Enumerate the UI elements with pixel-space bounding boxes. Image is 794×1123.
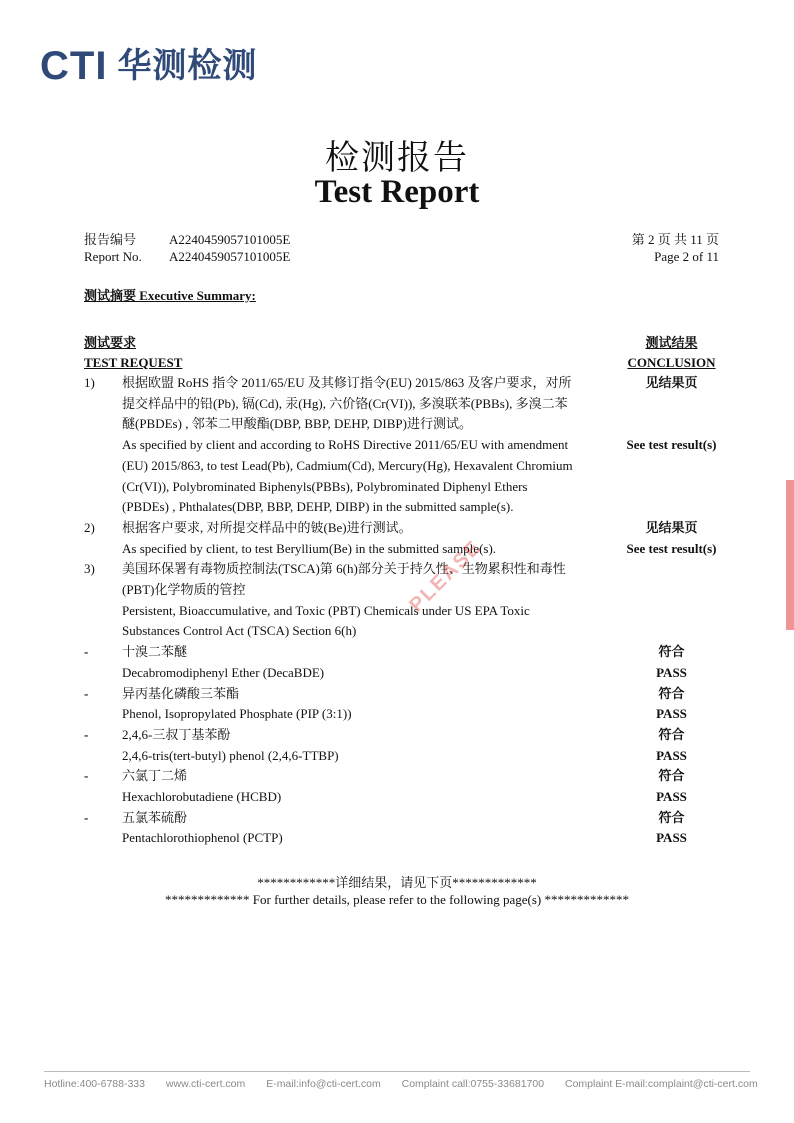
row-number: - xyxy=(84,644,89,660)
table-row xyxy=(84,394,724,415)
row-text: 六氯丁二烯 xyxy=(122,768,188,784)
row-text: Phenol, Isopropylated Phosphate (PIP (3:1)) xyxy=(122,706,352,722)
row-number xyxy=(84,539,122,560)
page-number-cn: 第 2 页 共 11 页 xyxy=(631,232,719,247)
row-text: 根据欧盟 RoHS 指令 2011/65/EU 及其修订指令(EU) 2015/863 及客户要求，对所 xyxy=(122,375,572,390)
row-text: (PBDEs) , Phthalates(DBP, BBP, DEHP, DIBP) in the submitted sample(s). xyxy=(122,499,514,515)
row-result: See test result(s) xyxy=(626,437,717,453)
footer-note-en: ************* For further details, please refer to the following page(s) ************* xyxy=(165,892,629,907)
row-result: PASS xyxy=(656,664,687,680)
row-number xyxy=(84,580,122,601)
table-row xyxy=(84,621,724,642)
row-result xyxy=(619,456,724,477)
report-no-label-cn: 报告编号 xyxy=(84,232,137,247)
table-row xyxy=(84,704,724,725)
report-no-label-en: Report No. xyxy=(84,249,142,264)
company-logo xyxy=(40,46,257,86)
row-text: 根据客户要求, 对所提交样品中的铍(Be)进行测试。 xyxy=(122,519,412,535)
row-number xyxy=(84,456,122,477)
row-text: As specified by client and according to RoHS Directive 2011/65/EU with amendment xyxy=(122,437,569,453)
email-link[interactable]: E-mail:info@cti-cert.com xyxy=(266,1078,381,1090)
row-number xyxy=(84,663,122,684)
row-number: 3) xyxy=(84,561,95,577)
row-number xyxy=(84,704,122,725)
row-number xyxy=(84,828,122,849)
table-row xyxy=(84,663,724,684)
logo-brand: CTI xyxy=(40,44,108,88)
table-row xyxy=(84,684,724,705)
row-result xyxy=(619,559,724,580)
row-number: - xyxy=(84,726,89,742)
report-title-en: Test Report xyxy=(314,174,480,210)
complaint-call: Complaint call:0755-33681700 xyxy=(401,1078,545,1090)
row-result xyxy=(619,497,724,518)
row-number xyxy=(84,601,122,622)
row-result xyxy=(619,601,724,622)
row-text: (PBT)化学物质的管控 xyxy=(122,582,246,598)
header-result-en: CONCLUSION xyxy=(627,355,716,370)
test-summary-table xyxy=(84,333,724,849)
row-result: 见结果页 xyxy=(645,375,698,390)
table-row xyxy=(84,539,724,560)
header-request-cn: 测试要求 xyxy=(84,335,137,350)
contact-bar xyxy=(44,1078,758,1090)
row-result: 符合 xyxy=(658,685,685,701)
row-number xyxy=(84,787,122,808)
report-meta xyxy=(84,231,719,265)
row-number xyxy=(84,746,122,767)
row-text: Pentachlorothiophenol (PCTP) xyxy=(122,830,283,846)
row-number: - xyxy=(84,768,89,784)
website-link[interactable]: www.cti-cert.com xyxy=(165,1078,246,1090)
table-row xyxy=(84,746,724,767)
row-text: 五氯苯硫酚 xyxy=(122,809,188,825)
row-text: Substances Control Act (TSCA) Section 6(h) xyxy=(122,623,357,639)
report-title-cn: 检测报告 xyxy=(325,138,469,178)
row-number xyxy=(84,477,122,498)
row-text: As specified by client, to test Beryllium(Be) in the submitted sample(s). xyxy=(122,540,497,556)
seal-edge-fragment xyxy=(784,480,794,630)
table-row xyxy=(84,497,724,518)
row-text: Decabromodiphenyl Ether (DecaBDE) xyxy=(122,664,325,680)
footer-note-cn: ************详细结果，请见下页************* xyxy=(257,875,537,890)
stamp-watermark: PLEASE xyxy=(405,535,486,617)
table-row xyxy=(84,477,724,498)
row-number xyxy=(84,435,122,456)
table-row xyxy=(84,766,724,787)
row-result: 符合 xyxy=(658,768,685,784)
row-result xyxy=(619,580,724,601)
row-result: See test result(s) xyxy=(626,540,717,556)
row-number xyxy=(84,414,122,435)
hotline: Hotline:400-6788-333 xyxy=(44,1078,145,1090)
row-number: - xyxy=(84,685,89,701)
row-result xyxy=(619,621,724,642)
header-request-en: TEST REQUEST xyxy=(84,355,183,370)
row-text: 2,4,6-tris(tert-butyl) phenol (2,4,6-TTBP) xyxy=(122,747,339,763)
row-result: PASS xyxy=(656,747,687,763)
row-result: PASS xyxy=(656,789,687,805)
table-row xyxy=(84,518,724,539)
row-result: 见结果页 xyxy=(645,519,698,535)
page-number-en: Page 2 of 11 xyxy=(654,249,719,264)
row-text: 醚(PBDEs) , 邻苯二甲酸酯(DBP, BBP, DEHP, DIBP)进行测试。 xyxy=(122,416,472,432)
table-row xyxy=(84,373,724,394)
row-text: 十溴二苯醚 xyxy=(122,644,188,660)
row-text: 提交样品中的铅(Pb), 镉(Cd), 汞(Hg), 六价铬(Cr(VI)), 多溴联苯(PBBs), 多溴二苯 xyxy=(122,395,568,411)
table-row xyxy=(84,787,724,808)
logo-brand-cn: 华测检测 xyxy=(117,46,258,86)
table-row xyxy=(84,601,724,622)
row-text: (Cr(VI)), Polybrominated Biphenyls(PBBs), Polybrominated Diphenyl Ethers xyxy=(122,478,528,494)
row-result xyxy=(619,394,724,415)
table-row xyxy=(84,414,724,435)
row-number: 2) xyxy=(84,519,95,535)
complaint-email-link[interactable]: Complaint E-mail:complaint@cti-cert.com xyxy=(564,1078,758,1090)
row-text: 异丙基化磷酸三苯酯 xyxy=(122,685,240,701)
row-text: Hexachlorobutadiene (HCBD) xyxy=(122,789,282,805)
row-result: 符合 xyxy=(658,809,685,825)
table-row xyxy=(84,828,724,849)
table-row xyxy=(84,642,724,663)
row-result xyxy=(619,414,724,435)
row-result xyxy=(619,477,724,498)
table-row xyxy=(84,456,724,477)
row-text: 美国环保署有毒物质控制法(TSCA)第 6(h)部分关于持久性、生物累积性和毒性 xyxy=(122,561,566,577)
row-result: 符合 xyxy=(658,644,685,660)
table-row xyxy=(84,435,724,456)
report-no-value-en: A2240459057101005E xyxy=(169,249,291,264)
row-text: Persistent, Bioaccumulative, and Toxic (PBT) Chemicals under US EPA Toxic xyxy=(122,602,530,618)
row-number xyxy=(84,394,122,415)
table-row xyxy=(84,808,724,829)
row-result: PASS xyxy=(656,706,687,722)
row-text: (EU) 2015/863, to test Lead(Pb), Cadmium(Cd), Mercury(Hg), Hexavalent Chromium xyxy=(122,457,573,473)
row-number: - xyxy=(84,809,89,825)
executive-summary-heading: 测试摘要 Executive Summary: xyxy=(84,288,256,303)
header-result-cn: 测试结果 xyxy=(645,335,698,350)
footer-divider xyxy=(44,1071,750,1072)
row-number xyxy=(84,621,122,642)
row-result: PASS xyxy=(656,830,687,846)
row-number xyxy=(84,497,122,518)
row-number: 1) xyxy=(84,375,95,390)
table-row xyxy=(84,580,724,601)
row-text: 2,4,6-三叔丁基苯酚 xyxy=(122,726,231,742)
report-no-value-cn: A2240459057101005E xyxy=(169,232,291,247)
row-result: 符合 xyxy=(658,726,685,742)
table-row xyxy=(84,725,724,746)
table-row xyxy=(84,559,724,580)
